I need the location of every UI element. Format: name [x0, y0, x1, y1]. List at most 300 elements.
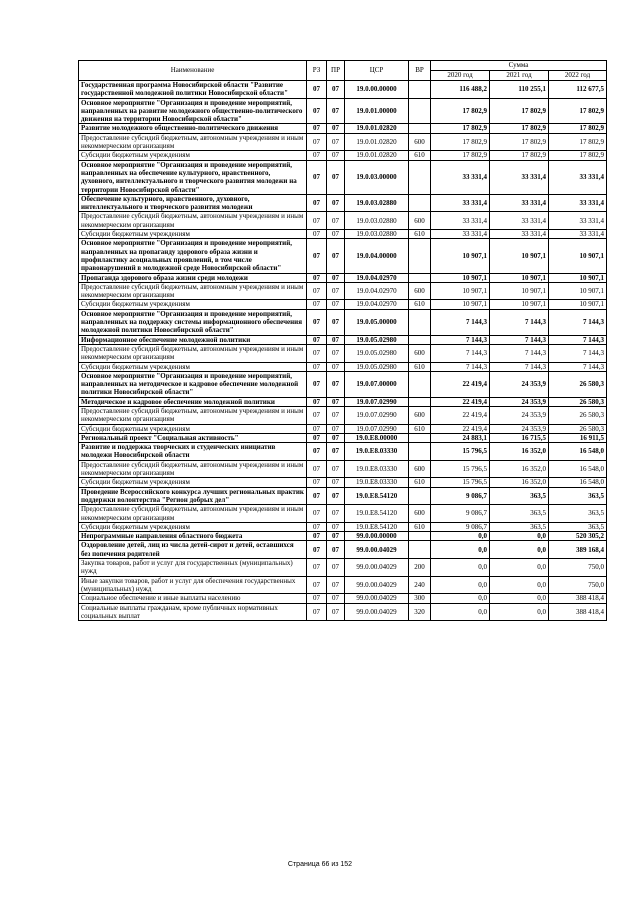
- row-name: Социальное обеспечение и иные выплаты населению: [79, 594, 307, 603]
- row-pr: 07: [327, 81, 345, 99]
- row-name: Развитие и поддержка творческих и студенческих инициатив молодежи Новосибирской области: [79, 443, 307, 461]
- row-sum-2021: 17 802,9: [490, 124, 549, 133]
- row-sum-2020: 22 419,4: [431, 424, 490, 433]
- row-sum-2021: 24 353,9: [490, 397, 549, 406]
- row-name: Непрограммные направления областного бюджета: [79, 532, 307, 541]
- row-csr: 19.0.07.02990: [345, 397, 409, 406]
- row-name: Иные закупки товаров, работ и услуг для обеспечения государственных (муниципальных) нужд: [79, 576, 307, 594]
- row-rz: 07: [307, 344, 327, 362]
- row-sum-2022: 33 331,4: [549, 212, 607, 230]
- row-pr: 07: [327, 282, 345, 300]
- row-name: Основное мероприятие "Организация и проведение мероприятий, направленных на методическое и кадровое обеспечение молодежной политики Новосибирской области": [79, 371, 307, 397]
- row-pr: 07: [327, 371, 345, 397]
- row-sum-2022: 7 144,3: [549, 335, 607, 344]
- row-name: Предоставление субсидий бюджетным, автономным учреждениям и иным некоммерческим организациям: [79, 505, 307, 523]
- row-pr: 07: [327, 362, 345, 371]
- row-sum-2020: 0,0: [431, 532, 490, 541]
- row-rz: 07: [307, 406, 327, 424]
- row-name: Предоставление субсидий бюджетным, автономным учреждениям и иным некоммерческим организациям: [79, 344, 307, 362]
- row-rz: 07: [307, 273, 327, 282]
- row-name: Обеспечение культурного, нравственного, духовного, интеллектуального и творческого развития молодежи: [79, 194, 307, 212]
- row-csr: 19.0.E8.03330: [345, 443, 409, 461]
- row-sum-2021: 24 353,9: [490, 424, 549, 433]
- budget-table: [78, 60, 607, 621]
- row-sum-2022: 16 548,0: [549, 460, 607, 478]
- row-vr: [409, 443, 431, 461]
- row-sum-2022: 750,0: [549, 559, 607, 577]
- row-sum-2022: 16 548,0: [549, 443, 607, 461]
- table-row: [79, 124, 607, 133]
- table-row: [79, 478, 607, 487]
- row-vr: 600: [409, 505, 431, 523]
- row-sum-2021: 24 353,9: [490, 371, 549, 397]
- row-vr: 600: [409, 282, 431, 300]
- row-csr: 19.0.03.02880: [345, 230, 409, 239]
- row-sum-2022: 7 144,3: [549, 362, 607, 371]
- row-vr: [409, 397, 431, 406]
- row-sum-2022: 16 911,5: [549, 433, 607, 442]
- row-vr: [409, 81, 431, 99]
- row-csr: 19.0.E8.54120: [345, 505, 409, 523]
- row-vr: 610: [409, 522, 431, 531]
- row-name: Предоставление субсидий бюджетным, автономным учреждениям и иным некоммерческим организациям: [79, 406, 307, 424]
- row-pr: 07: [327, 335, 345, 344]
- row-sum-2020: 0,0: [431, 576, 490, 594]
- table-row: [79, 282, 607, 300]
- row-vr: 610: [409, 230, 431, 239]
- row-vr: [409, 541, 431, 559]
- row-vr: 240: [409, 576, 431, 594]
- row-sum-2022: 33 331,4: [549, 230, 607, 239]
- row-pr: 07: [327, 151, 345, 160]
- row-csr: 19.0.E8.03330: [345, 460, 409, 478]
- row-sum-2021: 16 715,5: [490, 433, 549, 442]
- row-sum-2022: 26 580,3: [549, 424, 607, 433]
- row-pr: 07: [327, 239, 345, 273]
- row-pr: 07: [327, 576, 345, 594]
- row-sum-2020: 33 331,4: [431, 230, 490, 239]
- row-name: Предоставление субсидий бюджетным, автономным учреждениям и иным некоммерческим организациям: [79, 460, 307, 478]
- row-vr: 610: [409, 478, 431, 487]
- row-pr: 07: [327, 124, 345, 133]
- header-pr: ПР: [327, 61, 345, 81]
- table-row: [79, 406, 607, 424]
- table-row: [79, 505, 607, 523]
- row-vr: 610: [409, 362, 431, 371]
- row-pr: 07: [327, 505, 345, 523]
- row-vr: [409, 335, 431, 344]
- table-row: [79, 98, 607, 124]
- row-csr: 19.0.01.02820: [345, 151, 409, 160]
- row-rz: 07: [307, 133, 327, 151]
- row-sum-2020: 22 419,4: [431, 371, 490, 397]
- row-sum-2020: 15 796,5: [431, 443, 490, 461]
- row-sum-2020: 15 796,5: [431, 460, 490, 478]
- row-csr: 19.0.E8.03330: [345, 478, 409, 487]
- row-name: Субсидии бюджетным учреждениям: [79, 424, 307, 433]
- row-pr: 07: [327, 273, 345, 282]
- row-sum-2020: 0,0: [431, 559, 490, 577]
- row-sum-2022: 520 305,2: [549, 532, 607, 541]
- row-sum-2021: 0,0: [490, 541, 549, 559]
- row-vr: [409, 433, 431, 442]
- table-row: [79, 532, 607, 541]
- row-csr: 19.0.07.02990: [345, 406, 409, 424]
- row-name: Субсидии бюджетным учреждениям: [79, 300, 307, 309]
- row-sum-2022: 388 418,4: [549, 594, 607, 603]
- row-pr: 07: [327, 478, 345, 487]
- row-csr: 19.0.00.00000: [345, 81, 409, 99]
- row-sum-2022: 33 331,4: [549, 194, 607, 212]
- row-csr: 99.0.00.04029: [345, 603, 409, 621]
- row-sum-2020: 33 331,4: [431, 194, 490, 212]
- row-sum-2021: 17 802,9: [490, 98, 549, 124]
- row-name: Основное мероприятие "Организация и проведение мероприятий, направленных на пропаганду здорового образа жизни и профилактику асоциальных проявлений, в том числе правонарушений в молодежной среде Новосибирской области": [79, 239, 307, 273]
- table-row: [79, 522, 607, 531]
- row-sum-2020: 33 331,4: [431, 160, 490, 194]
- row-sum-2022: 363,5: [549, 522, 607, 531]
- row-sum-2022: 112 677,5: [549, 81, 607, 99]
- row-sum-2021: 7 144,3: [490, 362, 549, 371]
- row-vr: 600: [409, 344, 431, 362]
- header-year-2020: 2020 год: [431, 71, 490, 81]
- row-name: Предоставление субсидий бюджетным, автономным учреждениям и иным некоммерческим организациям: [79, 133, 307, 151]
- row-csr: 19.0.01.00000: [345, 98, 409, 124]
- row-pr: 07: [327, 160, 345, 194]
- row-rz: 07: [307, 335, 327, 344]
- row-sum-2021: 24 353,9: [490, 406, 549, 424]
- row-pr: 07: [327, 443, 345, 461]
- table-row: [79, 230, 607, 239]
- row-sum-2021: 17 802,9: [490, 151, 549, 160]
- row-sum-2021: 33 331,4: [490, 194, 549, 212]
- row-csr: 19.0.05.02980: [345, 344, 409, 362]
- row-vr: 600: [409, 133, 431, 151]
- header-year-2021: 2021 год: [490, 71, 549, 81]
- row-rz: 07: [307, 124, 327, 133]
- row-sum-2022: 17 802,9: [549, 98, 607, 124]
- row-rz: 07: [307, 522, 327, 531]
- row-csr: 99.0.00.04029: [345, 594, 409, 603]
- row-rz: 07: [307, 532, 327, 541]
- row-sum-2020: 33 331,4: [431, 212, 490, 230]
- row-rz: 07: [307, 460, 327, 478]
- row-sum-2020: 10 907,1: [431, 273, 490, 282]
- row-rz: 07: [307, 505, 327, 523]
- row-csr: 19.0.04.00000: [345, 239, 409, 273]
- row-rz: 07: [307, 576, 327, 594]
- row-vr: 610: [409, 300, 431, 309]
- row-pr: 07: [327, 559, 345, 577]
- row-sum-2020: 9 086,7: [431, 487, 490, 505]
- row-vr: 610: [409, 151, 431, 160]
- row-pr: 07: [327, 603, 345, 621]
- row-vr: 610: [409, 424, 431, 433]
- row-name: Субсидии бюджетным учреждениям: [79, 230, 307, 239]
- row-name: Основное мероприятие "Организация и проведение мероприятий, направленных на поддержку системы информационного обеспечения молодежной политики Новосибирской области": [79, 309, 307, 335]
- row-sum-2020: 7 144,3: [431, 362, 490, 371]
- row-sum-2021: 7 144,3: [490, 335, 549, 344]
- row-name: Предоставление субсидий бюджетным, автономным учреждениям и иным некоммерческим организациям: [79, 212, 307, 230]
- row-csr: 19.0.07.02990: [345, 424, 409, 433]
- table-row: [79, 212, 607, 230]
- row-name: Пропаганда здорового образа жизни среди молодежи: [79, 273, 307, 282]
- row-rz: 07: [307, 371, 327, 397]
- row-csr: 19.0.05.00000: [345, 309, 409, 335]
- row-vr: [409, 371, 431, 397]
- page-number: Страница 66 из 152: [287, 861, 353, 868]
- row-vr: 300: [409, 594, 431, 603]
- row-sum-2022: 10 907,1: [549, 282, 607, 300]
- table-row: [79, 133, 607, 151]
- row-sum-2022: 26 580,3: [549, 397, 607, 406]
- row-sum-2020: 17 802,9: [431, 98, 490, 124]
- table-row: [79, 541, 607, 559]
- row-sum-2020: 17 802,9: [431, 133, 490, 151]
- row-rz: 07: [307, 433, 327, 442]
- row-vr: 320: [409, 603, 431, 621]
- row-rz: 07: [307, 424, 327, 433]
- row-sum-2020: 9 086,7: [431, 522, 490, 531]
- row-sum-2021: 17 802,9: [490, 133, 549, 151]
- row-vr: [409, 532, 431, 541]
- row-vr: [409, 273, 431, 282]
- row-vr: 600: [409, 212, 431, 230]
- row-rz: 07: [307, 81, 327, 99]
- row-rz: 07: [307, 594, 327, 603]
- table-row: [79, 487, 607, 505]
- row-sum-2022: 16 548,0: [549, 478, 607, 487]
- row-sum-2020: 17 802,9: [431, 151, 490, 160]
- table-row: [79, 335, 607, 344]
- row-vr: 600: [409, 460, 431, 478]
- row-name: Государственная программа Новосибирской области "Развитие государственной молодежной политики Новосибирской области": [79, 81, 307, 99]
- row-name: Методическое и кадровое обеспечение молодежной политики: [79, 397, 307, 406]
- row-vr: [409, 194, 431, 212]
- row-pr: 07: [327, 212, 345, 230]
- row-vr: [409, 309, 431, 335]
- header-sum: Сумма: [431, 61, 607, 71]
- table-row: [79, 362, 607, 371]
- row-sum-2021: 33 331,4: [490, 212, 549, 230]
- row-sum-2021: 0,0: [490, 532, 549, 541]
- row-sum-2022: 26 580,3: [549, 371, 607, 397]
- row-csr: 19.0.04.02970: [345, 300, 409, 309]
- row-csr: 19.0.05.02980: [345, 335, 409, 344]
- row-csr: 19.0.E8.54120: [345, 487, 409, 505]
- row-rz: 07: [307, 443, 327, 461]
- table-row: [79, 151, 607, 160]
- row-sum-2021: 16 352,0: [490, 478, 549, 487]
- row-pr: 07: [327, 397, 345, 406]
- row-sum-2022: 17 802,9: [549, 124, 607, 133]
- row-rz: 07: [307, 541, 327, 559]
- row-sum-2020: 10 907,1: [431, 300, 490, 309]
- row-vr: [409, 239, 431, 273]
- row-name: Субсидии бюджетным учреждениям: [79, 478, 307, 487]
- row-sum-2022: 10 907,1: [549, 300, 607, 309]
- row-sum-2020: 17 802,9: [431, 124, 490, 133]
- table-row: [79, 397, 607, 406]
- table-row: [79, 344, 607, 362]
- row-sum-2020: 24 883,1: [431, 433, 490, 442]
- row-name: Субсидии бюджетным учреждениям: [79, 151, 307, 160]
- table-row: [79, 309, 607, 335]
- row-rz: 07: [307, 194, 327, 212]
- row-vr: [409, 160, 431, 194]
- row-sum-2022: 26 580,3: [549, 406, 607, 424]
- row-csr: 99.0.00.04029: [345, 576, 409, 594]
- row-pr: 07: [327, 406, 345, 424]
- table-row: [79, 576, 607, 594]
- header-name: Наименование: [79, 61, 307, 81]
- row-pr: 07: [327, 460, 345, 478]
- row-rz: 07: [307, 478, 327, 487]
- row-rz: 07: [307, 362, 327, 371]
- row-rz: 07: [307, 309, 327, 335]
- table-body: [79, 81, 607, 621]
- row-name: Оздоровление детей, лиц из числа детей-сирот и детей, оставшихся без попечения родителей: [79, 541, 307, 559]
- row-sum-2021: 363,5: [490, 505, 549, 523]
- row-rz: 07: [307, 487, 327, 505]
- row-rz: 07: [307, 160, 327, 194]
- table-row: [79, 371, 607, 397]
- row-rz: 07: [307, 300, 327, 309]
- row-csr: 99.0.00.00000: [345, 532, 409, 541]
- row-sum-2022: 17 802,9: [549, 133, 607, 151]
- row-csr: 19.0.E8.54120: [345, 522, 409, 531]
- row-rz: 07: [307, 230, 327, 239]
- row-sum-2021: 110 255,1: [490, 81, 549, 99]
- table-row: [79, 239, 607, 273]
- row-vr: 600: [409, 406, 431, 424]
- row-pr: 07: [327, 309, 345, 335]
- row-name: Проведение Всероссийского конкурса лучших региональных практик поддержки волонтерства "Регион добрых дел": [79, 487, 307, 505]
- row-csr: 19.0.05.02980: [345, 362, 409, 371]
- row-vr: [409, 98, 431, 124]
- table-row: [79, 433, 607, 442]
- row-sum-2020: 9 086,7: [431, 505, 490, 523]
- row-sum-2021: 16 352,0: [490, 460, 549, 478]
- row-sum-2021: 7 144,3: [490, 309, 549, 335]
- row-sum-2020: 22 419,4: [431, 406, 490, 424]
- row-name: Социальные выплаты гражданам, кроме публичных нормативных социальных выплат: [79, 603, 307, 621]
- row-csr: 99.0.00.04029: [345, 541, 409, 559]
- header-csr: ЦСР: [345, 61, 409, 81]
- row-sum-2020: 7 144,3: [431, 335, 490, 344]
- row-sum-2021: 7 144,3: [490, 344, 549, 362]
- row-sum-2020: 116 488,2: [431, 81, 490, 99]
- row-sum-2020: 22 419,4: [431, 397, 490, 406]
- row-sum-2020: 10 907,1: [431, 282, 490, 300]
- row-pr: 07: [327, 594, 345, 603]
- row-sum-2021: 10 907,1: [490, 300, 549, 309]
- row-sum-2022: 33 331,4: [549, 160, 607, 194]
- table-row: [79, 160, 607, 194]
- row-sum-2020: 0,0: [431, 541, 490, 559]
- header-rz: РЗ: [307, 61, 327, 81]
- row-pr: 07: [327, 487, 345, 505]
- row-name: Предоставление субсидий бюджетным, автономным учреждениям и иным некоммерческим организациям: [79, 282, 307, 300]
- table-row: [79, 443, 607, 461]
- row-sum-2022: 363,5: [549, 505, 607, 523]
- row-csr: 19.0.04.02970: [345, 282, 409, 300]
- row-sum-2021: 10 907,1: [490, 239, 549, 273]
- row-sum-2021: 0,0: [490, 594, 549, 603]
- row-sum-2020: 7 144,3: [431, 344, 490, 362]
- row-pr: 07: [327, 541, 345, 559]
- row-name: Субсидии бюджетным учреждениям: [79, 522, 307, 531]
- row-sum-2021: 0,0: [490, 576, 549, 594]
- row-name: Субсидии бюджетным учреждениям: [79, 362, 307, 371]
- table-row: [79, 594, 607, 603]
- table-row: [79, 273, 607, 282]
- row-sum-2021: 10 907,1: [490, 273, 549, 282]
- row-rz: 07: [307, 559, 327, 577]
- row-pr: 07: [327, 194, 345, 212]
- row-rz: 07: [307, 282, 327, 300]
- row-pr: 07: [327, 532, 345, 541]
- row-sum-2021: 33 331,4: [490, 230, 549, 239]
- row-vr: [409, 487, 431, 505]
- table-row: [79, 194, 607, 212]
- row-sum-2022: 17 802,9: [549, 151, 607, 160]
- row-rz: 07: [307, 98, 327, 124]
- table-row: [79, 424, 607, 433]
- row-name: Развитие молодежного общественно-политического движения: [79, 124, 307, 133]
- row-rz: 07: [307, 212, 327, 230]
- row-rz: 07: [307, 151, 327, 160]
- row-sum-2020: 10 907,1: [431, 239, 490, 273]
- row-pr: 07: [327, 98, 345, 124]
- row-sum-2022: 7 144,3: [549, 309, 607, 335]
- header-year-2022: 2022 год: [549, 71, 607, 81]
- row-sum-2021: 0,0: [490, 559, 549, 577]
- table-row: [79, 81, 607, 99]
- row-sum-2020: 7 144,3: [431, 309, 490, 335]
- row-name: Основное мероприятие "Организация и проведение мероприятий, направленных на обеспечение культурного, нравственного, духовного, интеллектуального и творческого развития молодежи на территории Новосибирской области": [79, 160, 307, 194]
- row-csr: 19.0.01.02820: [345, 133, 409, 151]
- table-row: [79, 603, 607, 621]
- row-csr: 19.0.03.02880: [345, 194, 409, 212]
- row-rz: 07: [307, 603, 327, 621]
- row-sum-2022: 750,0: [549, 576, 607, 594]
- row-sum-2022: 363,5: [549, 487, 607, 505]
- row-sum-2022: 7 144,3: [549, 344, 607, 362]
- row-vr: 200: [409, 559, 431, 577]
- row-name: Закупка товаров, работ и услуг для государственных (муниципальных) нужд: [79, 559, 307, 577]
- row-sum-2022: 389 168,4: [549, 541, 607, 559]
- row-sum-2022: 10 907,1: [549, 239, 607, 273]
- row-vr: [409, 124, 431, 133]
- row-name: Основное мероприятие "Организация и проведение мероприятий, направленных на развитие молодежного общественно-политического движения на территории Новосибирской области": [79, 98, 307, 124]
- row-name: Информационное обеспечение молодежной политики: [79, 335, 307, 344]
- row-csr: 19.0.03.02880: [345, 212, 409, 230]
- row-pr: 07: [327, 344, 345, 362]
- row-sum-2022: 10 907,1: [549, 273, 607, 282]
- row-pr: 07: [327, 300, 345, 309]
- row-csr: 19.0.07.00000: [345, 371, 409, 397]
- table-row: [79, 300, 607, 309]
- row-rz: 07: [307, 397, 327, 406]
- row-sum-2020: 0,0: [431, 594, 490, 603]
- row-sum-2020: 0,0: [431, 603, 490, 621]
- row-csr: 19.0.04.02970: [345, 273, 409, 282]
- row-sum-2022: 388 418,4: [549, 603, 607, 621]
- row-pr: 07: [327, 424, 345, 433]
- row-sum-2020: 15 796,5: [431, 478, 490, 487]
- row-pr: 07: [327, 433, 345, 442]
